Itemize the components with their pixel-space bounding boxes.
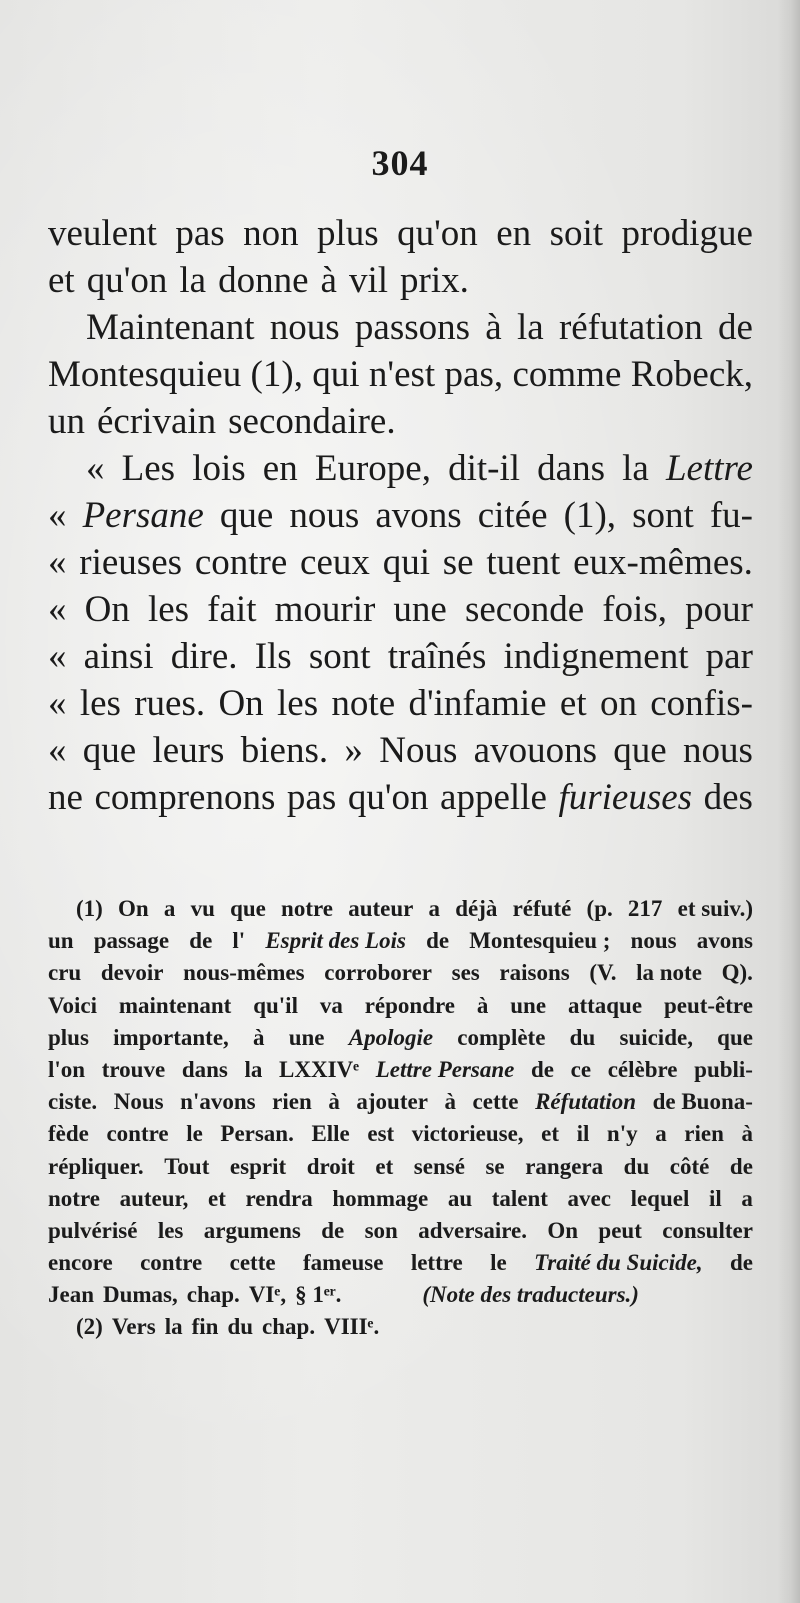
word: ciste. (48, 1089, 98, 1115)
word: les (79, 683, 121, 724)
word: son (364, 1217, 398, 1243)
word: « (48, 589, 67, 630)
word: fin (191, 1314, 219, 1340)
word: avons (696, 928, 753, 954)
word: il (576, 1121, 590, 1147)
word: la (516, 307, 544, 348)
text-line (48, 398, 753, 445)
word: avons (375, 495, 462, 536)
word: leurs (152, 730, 225, 771)
page-number: 304 (371, 143, 429, 183)
word: peut-être (663, 992, 753, 1018)
word: pas (286, 777, 337, 818)
word: lettre (410, 1250, 463, 1276)
word: argumens (203, 1217, 301, 1243)
word: au (447, 1185, 473, 1211)
word: appelle (440, 777, 547, 818)
word: dit-il (448, 448, 521, 489)
word: (2) (76, 1314, 103, 1340)
word: talent (491, 1185, 548, 1211)
word: déjà (455, 896, 498, 921)
footnote-line (48, 1054, 753, 1086)
word: importante, (113, 1024, 229, 1050)
word: fois, (602, 589, 667, 630)
word: du (623, 1153, 650, 1179)
word: et (375, 1153, 394, 1179)
word: les (277, 683, 319, 724)
word: non (243, 213, 299, 254)
footnote-line (48, 1215, 753, 1247)
word: Lettre (665, 448, 753, 489)
word: esprit (229, 1153, 287, 1179)
footnote-line (48, 1279, 753, 1311)
word: contre (106, 1121, 169, 1147)
word: contre (140, 1250, 203, 1276)
word: Réfutation (535, 1089, 637, 1115)
footnote-line (48, 1183, 753, 1215)
word: répondre (364, 992, 456, 1018)
word: encore (48, 1250, 113, 1276)
word: Robeck, (630, 354, 753, 395)
word: nous (289, 495, 360, 536)
word: rien (272, 1089, 312, 1115)
word: que (230, 896, 266, 921)
word: § 1ᵉʳ. (295, 1282, 342, 1308)
word: attaque (567, 992, 643, 1018)
word: de (718, 307, 753, 348)
footnote-line (48, 1311, 753, 1343)
word: a (741, 1185, 753, 1211)
footnote-line (48, 957, 753, 989)
word: nous-mêmes (183, 960, 305, 986)
word: rangera (525, 1153, 604, 1179)
word: par (705, 636, 753, 677)
word: va (319, 992, 343, 1018)
word: On (84, 589, 130, 630)
word: Tout (164, 1153, 210, 1179)
word: pas (175, 213, 225, 254)
word: que (82, 730, 137, 771)
word: Traité du Suicide, (534, 1250, 703, 1276)
word: une (510, 992, 547, 1018)
word: sont (632, 495, 694, 536)
word: est (367, 1121, 395, 1147)
text-line (48, 727, 753, 774)
word: soit (549, 213, 604, 254)
word: a (655, 1121, 667, 1147)
word: Maintenant (86, 307, 255, 348)
word: qu'on (347, 777, 429, 818)
word: passage (93, 928, 170, 954)
word: Dumas, (103, 1282, 178, 1308)
footnote-line (48, 1151, 753, 1183)
word: une (288, 1024, 325, 1050)
word: Persane (82, 495, 204, 536)
word: répliquer. (48, 1153, 144, 1179)
word: Les (121, 448, 176, 489)
word: à (328, 1089, 340, 1115)
word: vil (348, 260, 389, 301)
word: qui (312, 354, 360, 395)
word: confis- (650, 683, 753, 724)
text-line (48, 445, 753, 492)
word: donne (218, 260, 309, 301)
footnote-line (48, 1247, 753, 1279)
word: ne (48, 777, 83, 818)
word: que (613, 730, 667, 771)
word: Persan. (220, 1121, 294, 1147)
word: réfutation (558, 307, 703, 348)
word: furieuses (558, 777, 693, 818)
word: Esprit des Lois (265, 928, 406, 954)
footnote-line (48, 1118, 753, 1150)
word: cette (472, 1089, 519, 1115)
footnote-line (48, 990, 753, 1022)
word: à (485, 307, 502, 348)
word: que (219, 495, 274, 536)
word: (1), (250, 354, 303, 395)
word: vu (190, 896, 215, 921)
text-line (48, 257, 753, 304)
word: qu'on (86, 260, 168, 301)
word: chap. (262, 1314, 316, 1340)
word: (V. (589, 960, 617, 986)
word: Q). (721, 960, 753, 986)
word: auteur (348, 896, 414, 921)
word: Nous (379, 730, 458, 771)
word: du (569, 1024, 596, 1050)
word: côté (669, 1153, 710, 1179)
word: veulent (48, 213, 157, 254)
word: ce (570, 1056, 592, 1082)
word: de (729, 1250, 753, 1276)
word: rues. (134, 683, 206, 724)
word: à (320, 260, 337, 301)
word: Apologie (348, 1024, 434, 1050)
text-line (48, 680, 753, 727)
word: auteur, (119, 1185, 189, 1211)
word: pulvérisé (48, 1217, 138, 1243)
word: se (485, 1153, 505, 1179)
word: Montesquieu ; (469, 928, 611, 954)
word: note (331, 683, 396, 724)
word: et suiv.) (677, 896, 753, 921)
word: de Buona- (652, 1089, 753, 1115)
word: lois (192, 448, 246, 489)
word: Nous (113, 1089, 164, 1115)
word: ses (451, 960, 480, 986)
word: l'on (48, 1056, 86, 1082)
word: de (189, 928, 213, 954)
word: mourir (274, 589, 376, 630)
word: hommage (332, 1185, 429, 1211)
word: les (147, 589, 190, 630)
word: On (118, 896, 149, 921)
word: suicide, (619, 1024, 693, 1050)
text-line (48, 304, 753, 351)
word: Vers (111, 1314, 156, 1340)
word: secondaire. (228, 401, 396, 442)
word: corroborer (324, 960, 432, 986)
word: VIIIᵉ. (324, 1314, 380, 1340)
word: ainsi (83, 636, 154, 677)
word: Montesquieu (48, 354, 242, 395)
word: le (490, 1250, 507, 1276)
word: « (48, 730, 67, 771)
word: la note (636, 960, 702, 986)
word: complète (457, 1024, 546, 1050)
word: LXXIVᵉ (279, 1056, 360, 1082)
word: plus (48, 1024, 89, 1050)
word: maintenant (118, 992, 232, 1018)
word: une (393, 589, 447, 630)
page-spine-shadow (778, 0, 800, 1603)
word: plus (317, 213, 379, 254)
word: contre (194, 542, 288, 583)
word: à (253, 1024, 265, 1050)
word: prodigue (621, 213, 753, 254)
word: a (428, 896, 441, 921)
word: écrivain (97, 401, 217, 442)
word: (1), (563, 495, 617, 536)
word: On (547, 1217, 579, 1243)
text-line (48, 210, 753, 257)
word: et (207, 1185, 226, 1211)
word: cette (229, 1250, 276, 1276)
word: la (622, 448, 649, 489)
word: à (476, 992, 489, 1018)
word: « (48, 542, 67, 583)
word: du (227, 1314, 254, 1340)
main-text (48, 210, 753, 821)
word: et (48, 260, 75, 301)
note-credit: (Note des traducteurs.) (422, 1282, 639, 1308)
word: l' (232, 928, 246, 954)
word: cru (48, 960, 82, 986)
word: d'infamie (408, 683, 547, 724)
text-line (48, 586, 753, 633)
text-line (48, 633, 753, 680)
word: on (599, 683, 637, 724)
word: « (86, 448, 105, 489)
word: à (444, 1089, 456, 1115)
word: n'est (368, 354, 436, 395)
word: trouve (101, 1056, 166, 1082)
word: un (48, 928, 74, 954)
footnote-line (48, 1086, 753, 1118)
word: Voici (48, 992, 97, 1018)
word: les (157, 1217, 184, 1243)
word: raisons (499, 960, 570, 986)
word: eux-mêmes. (573, 542, 753, 583)
word: des (703, 777, 753, 818)
word: nous (630, 928, 677, 954)
word: Europe, (314, 448, 431, 489)
word: dans (181, 1056, 228, 1082)
word: que (717, 1024, 753, 1050)
word: indignement (503, 636, 689, 677)
word: la (244, 1056, 263, 1082)
word: rieuses (79, 542, 183, 583)
word: le (186, 1121, 203, 1147)
word: ceux (300, 542, 370, 583)
word: notre (48, 1185, 100, 1211)
word: victorieuse, (411, 1121, 524, 1147)
word: « (48, 636, 67, 677)
word: Lettre Persane (375, 1056, 515, 1082)
word: comme (512, 354, 622, 395)
word: nous (269, 307, 340, 348)
word: seconde (464, 589, 585, 630)
text-line (48, 351, 753, 398)
word: (p. (586, 896, 613, 921)
word: peut (598, 1217, 642, 1243)
word: qu'on (397, 213, 478, 254)
word: citée (477, 495, 548, 536)
footnote-line (48, 1022, 753, 1054)
word: Elle (311, 1121, 350, 1147)
word: pas, (444, 354, 504, 395)
word: sensé (413, 1153, 465, 1179)
word: VIᵉ, (248, 1282, 287, 1308)
word: avouons (473, 730, 597, 771)
word: la (179, 260, 207, 301)
word: On (218, 683, 264, 724)
word: fameuse (302, 1250, 384, 1276)
word: ajouter (356, 1089, 428, 1115)
word: qu'il (253, 992, 298, 1018)
word: « (48, 683, 67, 724)
word: réfuté (512, 896, 572, 921)
word: de (531, 1056, 554, 1082)
word: passons (354, 307, 471, 348)
word: dans (537, 448, 605, 489)
word: fu- (709, 495, 753, 536)
word: 217 (627, 896, 663, 921)
word: (1) (76, 896, 103, 921)
word: biens. (240, 730, 329, 771)
word: avec (567, 1185, 611, 1211)
word: un (48, 401, 85, 442)
text-line (48, 492, 753, 539)
word: et (559, 683, 587, 724)
word: » (344, 730, 363, 771)
footnote-line (48, 893, 753, 925)
word: rien (684, 1121, 724, 1147)
word: Jean (48, 1282, 94, 1308)
word: célèbre (607, 1056, 678, 1082)
word: rendra (245, 1185, 313, 1211)
text-line (48, 774, 753, 821)
word: fède (48, 1121, 89, 1147)
word: de (321, 1217, 345, 1243)
word: en (262, 448, 298, 489)
word: adversaire. (418, 1217, 527, 1243)
word: se (442, 542, 474, 583)
word: publi- (694, 1056, 753, 1082)
word: notre (281, 896, 333, 921)
word: tuent (486, 542, 561, 583)
word: sont (308, 636, 371, 677)
word: fait (207, 589, 257, 630)
footnotes (48, 893, 753, 1344)
footnote-line (48, 925, 753, 957)
word: chap. (186, 1282, 240, 1308)
word: nous (683, 730, 753, 771)
word: « (48, 495, 67, 536)
word: il (708, 1185, 722, 1211)
word: lequel (630, 1185, 690, 1211)
word: à (741, 1121, 753, 1147)
word: comprenons (94, 777, 276, 818)
word: et (541, 1121, 559, 1147)
word: de (729, 1153, 753, 1179)
word: devoir (100, 960, 164, 986)
word: consulter (662, 1217, 753, 1243)
word: dire. (170, 636, 238, 677)
text-line (48, 539, 753, 586)
word: qui (382, 542, 430, 583)
word: n'y (606, 1121, 638, 1147)
word: traînés (387, 636, 487, 677)
word: pour (685, 589, 753, 630)
word: de (426, 928, 450, 954)
word: n'avons (180, 1089, 256, 1115)
word: prix. (400, 260, 469, 301)
word: la (164, 1314, 183, 1340)
word: Ils (254, 636, 292, 677)
word: en (496, 213, 532, 254)
word: a (163, 896, 176, 921)
word: droit (306, 1153, 355, 1179)
